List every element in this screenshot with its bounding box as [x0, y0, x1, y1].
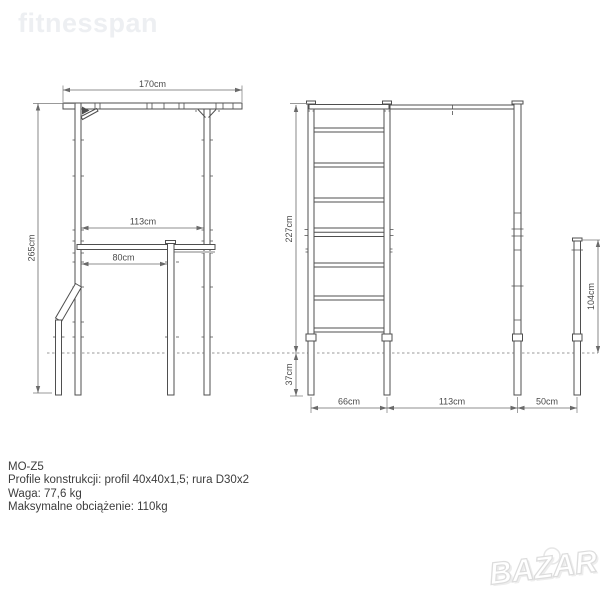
side-view-dimensions — [284, 104, 600, 414]
side-view-structure — [305, 101, 584, 395]
dim-label-ladder-height: 227cm — [284, 215, 294, 243]
dim-label-front-height: 265cm — [26, 234, 37, 262]
spec-max-load: Maksymalne obciążenie: 110kg — [8, 501, 168, 514]
spec-model: MO-Z5 — [8, 461, 44, 473]
dim-label-ladder-depth: 66cm — [337, 396, 361, 407]
spec-construction: Profile konstrukcji: profil 40x40x1,5; rura D30x2 — [8, 474, 249, 487]
front-middle-post — [168, 244, 175, 396]
anchor-bracket — [573, 334, 583, 341]
ladder-left-rail — [308, 104, 314, 395]
ladder-top-rung — [309, 105, 389, 110]
ladder-right-rail — [384, 104, 390, 395]
watermark-bazar: BAZAR — [487, 543, 600, 592]
dim-label-ground-depth: 37cm — [284, 363, 294, 386]
front-top-bar — [63, 103, 242, 109]
dim-label-front-inner-width: 113cm — [129, 216, 157, 227]
side-top-bar — [390, 105, 514, 109]
spec-weight: Waga: 77,6 kg — [8, 487, 82, 500]
watermark-fitnesspan: fitnesspan — [18, 8, 159, 38]
ladder-rung — [314, 296, 384, 300]
ladder-rung — [314, 163, 384, 167]
tall-post — [514, 104, 521, 395]
product-specs — [8, 461, 249, 515]
dim-label-short-post-height: 104cm — [586, 282, 596, 311]
ladder-rung — [314, 328, 384, 332]
dim-label-right-span: 50cm — [535, 396, 559, 407]
anchor-bracket — [382, 334, 392, 341]
dim-label-mid-span: 113cm — [438, 396, 466, 407]
ladder-rung — [314, 198, 384, 202]
anchor-bracket — [306, 334, 316, 341]
dim-label-front-dip-width: 80cm — [112, 252, 135, 263]
short-post — [574, 241, 581, 395]
ladder-rung — [314, 128, 384, 132]
front-dip-bar — [77, 245, 215, 250]
anchor-bracket — [513, 334, 523, 341]
front-short-post — [56, 320, 62, 395]
ladder-rung — [314, 263, 384, 267]
front-view-structure — [53, 103, 242, 395]
dim-label-front-top-width: 170cm — [138, 79, 167, 89]
